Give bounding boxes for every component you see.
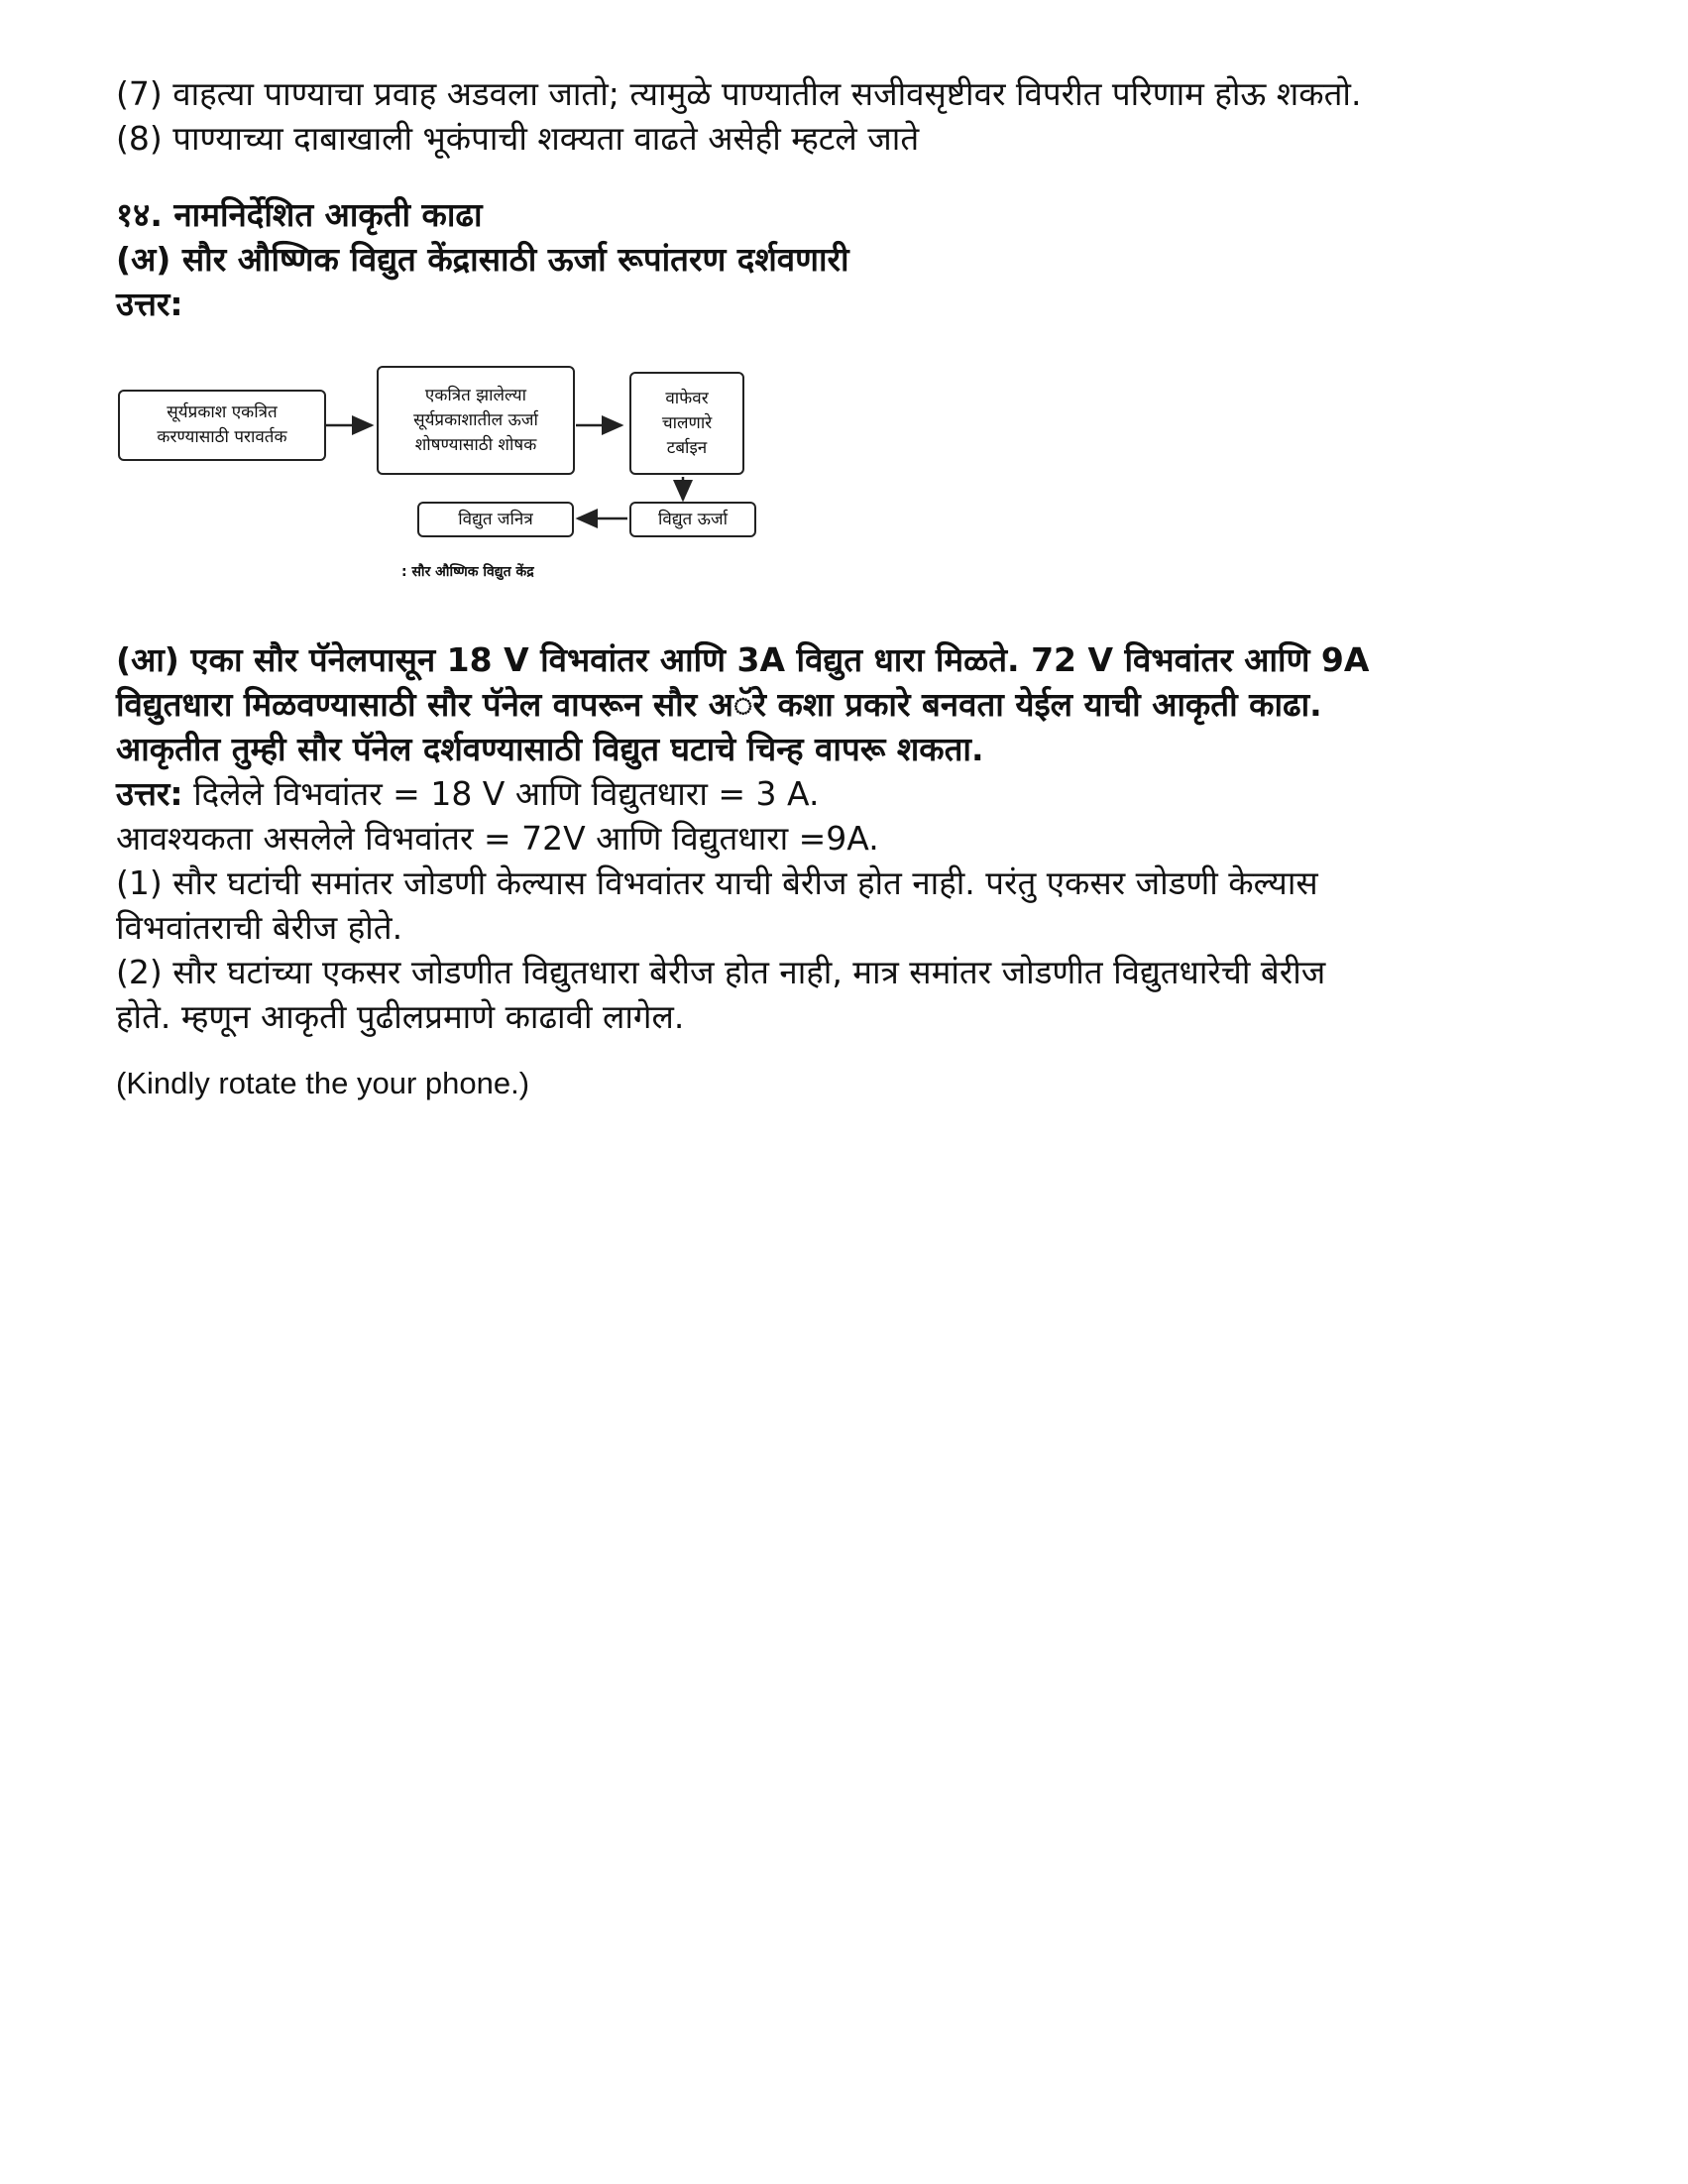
point-1-line-1: (1) सौर घटांची समांतर जोडणी केल्यास विभवांतर याची बेरीज होत नाही. परंतु एकसर जोडणी केल्यास bbox=[116, 863, 1318, 902]
box-generator bbox=[417, 502, 574, 537]
rotate-phone-note: (Kindly rotate the your phone.) bbox=[116, 1066, 530, 1100]
box-generator-label: विद्युत जनित्र bbox=[458, 509, 533, 529]
point-2-line-2: होते. म्हणून आकृती पुढीलप्रमाणे काढावी लागेल. bbox=[116, 997, 685, 1036]
part-b-question-line-2: विद्युतधारा मिळवण्यासाठी सौर पॅनेल वापरून सौर अॅरे कशा प्रकारे बनवता येईल याची आकृती काढा. bbox=[116, 685, 1322, 724]
given-values-line bbox=[116, 771, 1583, 816]
box-reflector bbox=[118, 390, 326, 461]
box-reflector-line-1: सूर्यप्रकाश एकत्रित bbox=[167, 402, 278, 422]
box-absorber-line-3: शोषण्यासाठी शोषक bbox=[414, 434, 537, 455]
box-absorber-line-1: एकत्रित झालेल्या bbox=[424, 385, 527, 405]
spacer bbox=[116, 604, 1583, 637]
required-values-line: आवश्यकता असलेले विभवांतर = 72V आणि विद्युतधारा =9A. bbox=[116, 819, 879, 858]
box-electrical-energy bbox=[629, 502, 756, 537]
text-line-7: (7) वाहत्या पाण्याचा प्रवाह अडवला जातो; त्यामुळे पाण्यातील सजीवसृष्टीवर विपरीत परिणाम होऊ शकतो. bbox=[116, 74, 1362, 113]
box-absorber bbox=[377, 366, 575, 475]
spacer bbox=[116, 1039, 1583, 1061]
box-turbine-line-1: वाफेवर bbox=[665, 388, 709, 408]
box-turbine-line-3: टर्बाइन bbox=[666, 437, 708, 458]
spacer bbox=[116, 161, 1583, 192]
point-1-line-2: विभवांतराची बेरीज होते. bbox=[116, 908, 403, 947]
diagram-caption: : सौर औष्णिक विद्युत केंद्र bbox=[401, 564, 534, 580]
answer-label-b: उत्तर: bbox=[116, 774, 183, 813]
part-b-question-line-1: (आ) एका सौर पॅनेलपासून 18 V विभवांतर आणि 3A विद्युत धारा मिळते. 72 V विभवांतर आणि 9A bbox=[116, 640, 1370, 679]
text-line-8: (8) पाण्याच्या दाबाखाली भूकंपाची शक्यता वाढते असेही म्हटले जाते bbox=[116, 119, 920, 158]
solar-thermal-flow-diagram bbox=[118, 366, 792, 604]
point-2-line-1: (2) सौर घटांच्या एकसर जोडणीत विद्युतधारा बेरीज होत नाही, मात्र समांतर जोडणीत विद्युतधारेची बेरीज bbox=[116, 953, 1326, 991]
given-values: दिलेले विभवांतर = 18 V आणि विद्युतधारा = 3 A. bbox=[182, 774, 820, 813]
box-steam-turbine bbox=[629, 372, 744, 475]
answer-label-a: उत्तर: bbox=[116, 285, 183, 323]
box-electrical-energy-label: विद्युत ऊर्जा bbox=[657, 509, 729, 529]
part-b-question-line-3: आकृतीत तुम्ही सौर पॅनेल दर्शवण्यासाठी विद्युत घटाचे चिन्ह वापरू शकता. bbox=[116, 730, 984, 768]
question-14-heading: १४. नामनिर्देशित आकृती काढा bbox=[116, 195, 483, 234]
box-absorber-line-2: सूर्यप्रकाशातील ऊर्जा bbox=[413, 409, 538, 430]
document-page bbox=[116, 71, 1583, 1105]
box-reflector-line-2: करण्यासाठी परावर्तक bbox=[157, 427, 287, 447]
question-14-part-a: (अ) सौर औष्णिक विद्युत केंद्रासाठी ऊर्जा रूपांतरण दर्शवणारी bbox=[116, 240, 849, 279]
box-turbine-line-2: चालणारे bbox=[661, 412, 713, 433]
